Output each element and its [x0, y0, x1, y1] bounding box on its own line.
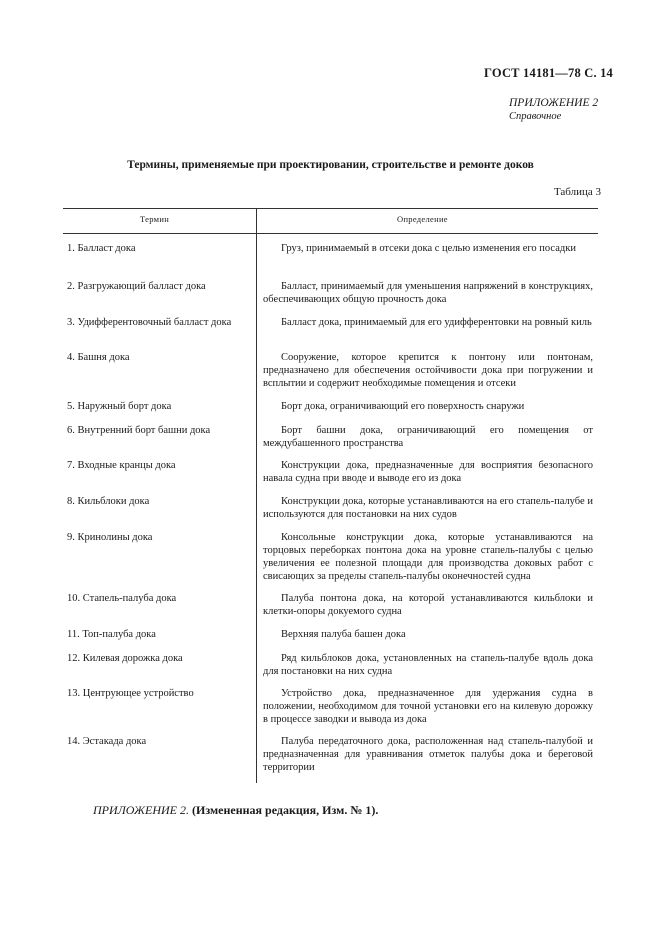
- term-cell: 2. Разгружающий балласт дока: [67, 281, 206, 292]
- definition-cell: Груз, принимаемый в отсеки дока с целью изменения его посадки: [281, 243, 576, 254]
- term-cell: 6. Внутренний борт башни дока: [67, 425, 211, 436]
- table-label: Таблица 3: [553, 186, 601, 198]
- definition-cell: Палуба передаточного дока, расположенная над стапель-палубой и предназначенная для уравнивания отметок палубы дока и береговой территории: [263, 736, 593, 773]
- column-header-definition: Определение: [397, 214, 448, 224]
- term-cell: 9. Кринолины дока: [67, 532, 153, 543]
- term-cell: 5. Наружный борт дока: [67, 401, 172, 412]
- definition-cell: Консольные конструкции дока, которые устанавливаются на торцовых переборках понтона дока на уровне стапель-палубы с целью увеличения ее полезной площади для производства доковых работ с свисающих за пределы стапель-палубы оконечностей судна: [263, 532, 593, 582]
- table-column-divider: [256, 208, 257, 783]
- term-cell: 14. Эстакада дока: [67, 736, 147, 747]
- term-cell: 11. Топ-палуба дока: [67, 629, 156, 640]
- definition-cell: Палуба понтона дока, на которой устанавливаются кильблоки и клетки-опоры докуемого судна: [263, 593, 593, 617]
- appendix-label: [509, 97, 599, 123]
- definition-cell: Ряд кильблоков дока, установленных на стапель-палубе вдоль дока для постановки на них судна: [263, 653, 593, 677]
- term-cell: 4. Башня дока: [67, 352, 130, 363]
- appendix-number: ПРИЛОЖЕНИЕ 2: [509, 97, 599, 109]
- term-cell: 3. Удифферентовочный балласт дока: [67, 317, 232, 328]
- term-cell: 1. Балласт дока: [67, 243, 136, 254]
- footer-change-note: (Измененная редакция, Изм. № 1).: [191, 803, 379, 817]
- definition-cell: Конструкции дока, которые устанавливаются на его стапель-палубе и используются для постановки на них судов: [263, 496, 593, 520]
- document-title: Термины, применяемые при проектировании, строительстве и ремонте доков: [127, 159, 534, 171]
- term-cell: 13. Центрующее устройство: [67, 688, 194, 699]
- table-header-divider: [63, 233, 598, 234]
- definition-cell: Балласт, принимаемый для уменьшения напряжений в конструкциях, обеспечивающих общую прочность дока: [263, 281, 593, 305]
- term-cell: 8. Кильблоки дока: [67, 496, 150, 507]
- page-header-title: ГОСТ 14181—78 С. 14: [484, 66, 613, 80]
- term-cell: 7. Входные кранцы дока: [67, 460, 176, 471]
- term-cell: 10. Стапель-палуба дока: [67, 593, 177, 604]
- definition-cell: Борт дока, ограничивающий его поверхность снаружи: [281, 401, 525, 412]
- definition-cell: Борт башни дока, ограничивающий его помещения от междубашенного пространства: [263, 425, 593, 449]
- definition-cell: Балласт дока, принимаемый для его удифферентовки на ровный киль: [281, 317, 592, 328]
- table-top-border: [63, 208, 598, 209]
- definition-cell: Верхняя палуба башен дока: [281, 629, 406, 640]
- term-cell: 12. Килевая дорожка дока: [67, 653, 183, 664]
- footer-note: [93, 803, 378, 818]
- definition-cell: Сооружение, которое крепится к понтону или понтонам, предназначено для обеспечения остойчивости дока при погружении и всплытии и содержит необходимые помещения и отсеки: [263, 352, 593, 389]
- definition-cell: Конструкции дока, предназначенные для восприятия безопасного навала судна при вводе и выводе его из дока: [263, 460, 593, 484]
- footer-appendix-ref: ПРИЛОЖЕНИЕ 2.: [93, 803, 189, 817]
- definition-cell: Устройство дока, предназначенное для удержания судна в положении, необходимом для точной установки его на килевую дорожку в процессе заводки и вывода из дока: [263, 688, 593, 725]
- column-header-term: Термин: [140, 214, 170, 224]
- appendix-type: Справочное: [509, 111, 562, 122]
